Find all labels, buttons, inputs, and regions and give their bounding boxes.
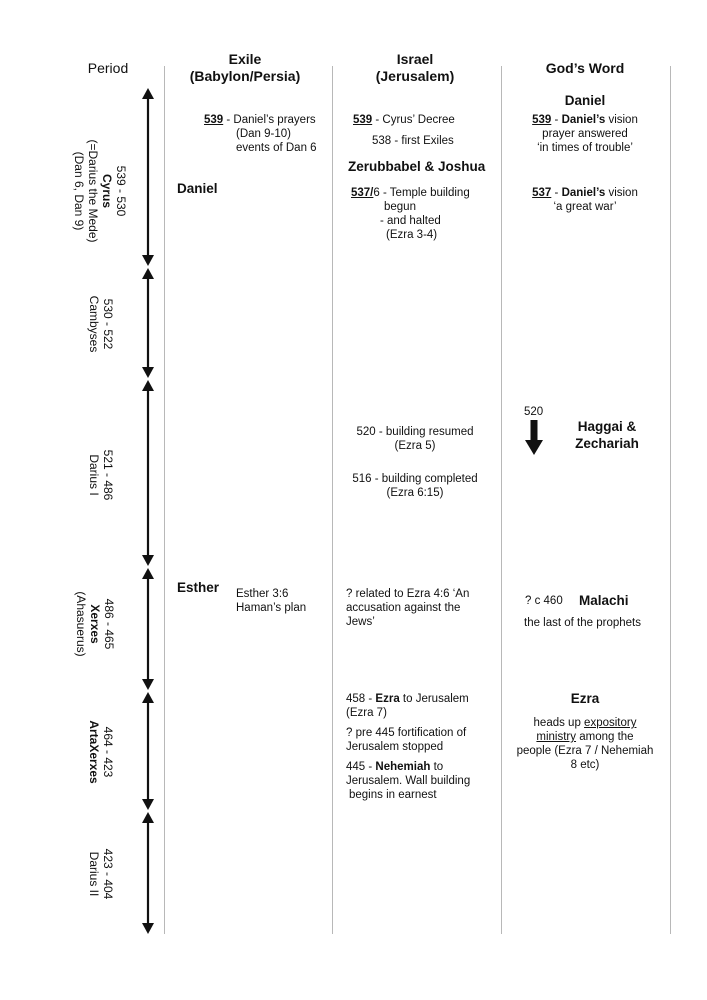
israel-event-520 bbox=[345, 425, 485, 453]
header-israel-line2: (Jerusalem) bbox=[375, 68, 455, 84]
israel-event-538: 538 - first Exiles bbox=[372, 135, 454, 147]
israel-zerubbabel-heading: Zerubbabel & Joshua bbox=[348, 159, 486, 174]
word-ezra-heading: Ezra bbox=[570, 691, 600, 706]
israel-event-458 bbox=[346, 692, 469, 706]
exile-event-539 bbox=[204, 113, 316, 127]
event-text: ‘a great war’ bbox=[553, 201, 617, 213]
event-text: (Ezra 6:15) bbox=[386, 487, 444, 499]
event-text: prayer answered bbox=[542, 128, 628, 140]
word-daniel-heading: Daniel bbox=[564, 93, 606, 108]
word-malachi: Malachi bbox=[579, 593, 629, 608]
header-exile-line1: Exile bbox=[228, 51, 262, 67]
period-ruler: Cambyses bbox=[87, 295, 101, 353]
exile-esther-note: Haman’s plan bbox=[236, 602, 307, 614]
event-text: to bbox=[430, 761, 444, 773]
event-text: 6 - Temple building bbox=[373, 187, 470, 199]
period-years: 530 - 522 bbox=[101, 298, 115, 350]
word-event-537 bbox=[510, 186, 660, 214]
column-divider bbox=[164, 66, 165, 934]
israel-event-line: Jerusalem. Wall building bbox=[346, 775, 471, 787]
down-arrow-icon bbox=[525, 420, 543, 456]
israel-event-line: (Ezra 7) bbox=[346, 707, 387, 719]
word-year-460: ? c 460 bbox=[525, 595, 563, 607]
event-year: 539 bbox=[532, 114, 552, 126]
arrow-up-icon bbox=[142, 268, 154, 279]
event-text: vision bbox=[605, 187, 638, 199]
event-text: - bbox=[551, 114, 562, 126]
arrow-up-icon bbox=[142, 380, 154, 391]
period-cyrus bbox=[72, 131, 128, 251]
period-years: 521 - 486 bbox=[101, 449, 115, 501]
arrow-up-icon bbox=[142, 88, 154, 99]
event-person: Daniel’s bbox=[561, 114, 606, 126]
israel-event-line: Jerusalem stopped bbox=[346, 741, 444, 753]
event-person: Ezra bbox=[375, 693, 400, 705]
event-person: Daniel’s bbox=[561, 187, 606, 199]
period-years: 486 - 465 bbox=[102, 598, 116, 650]
event-text: people (Ezra 7 / Nehemiah bbox=[516, 745, 654, 757]
header-exile-line2: (Babylon/Persia) bbox=[189, 68, 301, 84]
column-divider bbox=[332, 66, 333, 934]
israel-event-537 bbox=[351, 186, 470, 200]
arrow-up-icon bbox=[142, 812, 154, 823]
arrow-down-icon bbox=[142, 255, 154, 266]
word-haggai-zechariah bbox=[562, 418, 652, 452]
word-event-539 bbox=[510, 113, 660, 155]
exile-esther-ref: Esther 3:6 bbox=[236, 588, 289, 600]
exile-esther: Esther bbox=[177, 580, 220, 595]
period-ruler: Cyrus bbox=[100, 173, 114, 208]
column-divider bbox=[670, 66, 671, 934]
event-year: 539 bbox=[353, 114, 373, 126]
arrow-down-icon bbox=[142, 555, 154, 566]
exile-daniel: Daniel bbox=[177, 181, 218, 196]
israel-event-line: (Ezra 3-4) bbox=[386, 229, 438, 241]
period-note: (Ahasuerus) bbox=[74, 591, 88, 657]
event-text: vision bbox=[605, 114, 638, 126]
event-text: - Daniel’s prayers bbox=[223, 114, 316, 126]
event-year: 537/ bbox=[351, 187, 374, 199]
period-years: 423 - 404 bbox=[101, 848, 115, 900]
event-year: 445 - bbox=[346, 761, 376, 773]
israel-event-539 bbox=[353, 113, 455, 127]
event-text: (Ezra 5) bbox=[394, 440, 436, 452]
event-text: - Cyrus’ Decree bbox=[372, 114, 455, 126]
israel-event-445 bbox=[346, 760, 443, 774]
exile-event-line: (Dan 9-10) bbox=[236, 128, 291, 140]
israel-event-line: - and halted bbox=[380, 215, 441, 227]
event-text: - bbox=[551, 187, 562, 199]
israel-event-516 bbox=[345, 472, 485, 500]
header-israel-line1: Israel bbox=[396, 51, 434, 67]
event-text: 516 - building completed bbox=[352, 473, 478, 485]
event-text: ministry bbox=[536, 731, 577, 743]
exile-event-line: events of Dan 6 bbox=[236, 142, 317, 154]
event-year: 539 bbox=[204, 114, 224, 126]
column-divider bbox=[501, 66, 502, 934]
israel-event-line: accusation against the bbox=[346, 602, 461, 614]
arrow-down-icon bbox=[142, 367, 154, 378]
period-note: (=Darius the Mede) bbox=[86, 139, 100, 243]
israel-event-line: Jews’ bbox=[346, 616, 375, 628]
arrow-down-icon bbox=[142, 799, 154, 810]
period-ruler: Darius II bbox=[87, 851, 101, 897]
period-ruler: Darius I bbox=[87, 454, 101, 496]
word-malachi-note: the last of the prophets bbox=[524, 617, 641, 629]
period-note: (Dan 6, Dan 9) bbox=[72, 151, 86, 231]
period-cambyses bbox=[87, 279, 115, 369]
header-israel bbox=[345, 51, 485, 85]
israel-event-line: begun bbox=[384, 201, 416, 213]
period-years: 539 - 530 bbox=[114, 165, 128, 217]
arrow-down-icon bbox=[142, 679, 154, 690]
event-text: heads up bbox=[533, 717, 585, 729]
header-gods-word: God’s Word bbox=[545, 60, 625, 76]
event-year: 458 - bbox=[346, 693, 376, 705]
event-text: 520 - building resumed bbox=[356, 426, 474, 438]
period-xerxes bbox=[74, 579, 116, 669]
israel-event-pre-445: ? pre 445 fortification of bbox=[346, 727, 467, 739]
period-darius-ii bbox=[87, 829, 115, 919]
event-text: to Jerusalem bbox=[399, 693, 469, 705]
timeline-arrows bbox=[136, 86, 160, 938]
period-ruler: ArtaXerxes bbox=[87, 720, 101, 784]
period-years: 464 - 423 bbox=[101, 726, 115, 778]
israel-event-line: begins in earnest bbox=[349, 789, 437, 801]
event-text: expository bbox=[584, 717, 637, 729]
event-text: 8 etc) bbox=[570, 759, 600, 771]
arrow-up-icon bbox=[142, 692, 154, 703]
period-artaxerxes bbox=[87, 707, 115, 797]
arrow-down-icon bbox=[142, 923, 154, 934]
header-period: Period bbox=[87, 60, 129, 76]
event-person: Nehemiah bbox=[375, 761, 431, 773]
event-text: ‘in times of trouble’ bbox=[537, 142, 633, 154]
arrow-up-icon bbox=[142, 568, 154, 579]
event-text: among the bbox=[576, 731, 634, 743]
header-exile bbox=[170, 51, 320, 85]
prophet-name: Haggai & bbox=[577, 419, 637, 434]
period-ruler: Xerxes bbox=[88, 604, 102, 644]
event-year: 537 bbox=[532, 187, 552, 199]
period-darius-i bbox=[87, 430, 115, 520]
israel-event-ezra-4-6: ? related to Ezra 4:6 ‘An bbox=[346, 588, 470, 600]
word-year-520: 520 bbox=[524, 406, 544, 418]
word-ezra-note bbox=[508, 716, 662, 772]
prophet-name: Zechariah bbox=[575, 436, 639, 451]
